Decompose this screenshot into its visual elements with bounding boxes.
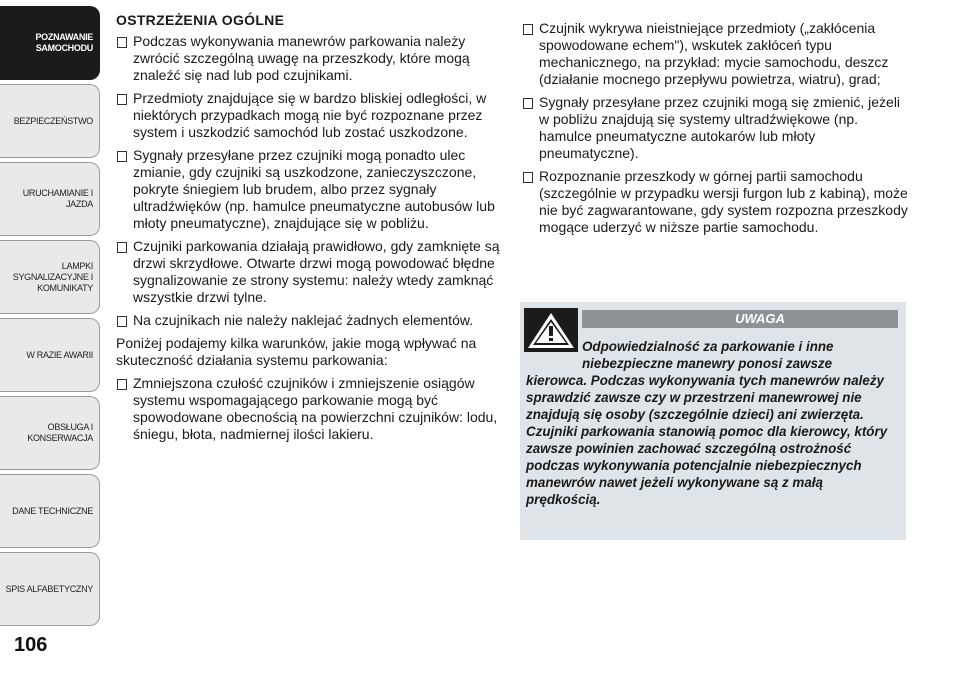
tab-obsluga-i-konserwacja[interactable]: OBSŁUGA I KONSERWACJA	[0, 396, 100, 470]
tab-w-razie-awarii[interactable]: W RAZIE AWARII	[0, 318, 100, 392]
list-item: Podczas wykonywania manewrów parkowania należy zwrócić szczególną uwagę na przeszkody, które mogą znaleźć się nad lub pod czujnikami.	[116, 33, 506, 84]
list-item: Przedmioty znajdujące się w bardzo bliskiej odległości, w niektórych przypadkach mogą nie być rozpoznane przez system i uszkodzić samochód lub zostać uszkodzone.	[116, 90, 506, 141]
list-item: Czujniki parkowania działają prawidłowo, gdy zamknięte są drzwi skrzydłowe. Otwarte drzwi mogą powodować błędne sygnalizowanie ze strony systemu: należy wtedy zamknąć wszystkie drzwi tylne.	[116, 238, 506, 306]
list-item: Czujnik wykrywa nieistniejące przedmioty („zakłócenia spowodowane echem"), wskutek zakłóceń typu mechanicznego, na przykład: mycie samochodu, deszcz (działanie mocnego przepływu powietrza, wiatru), grad;	[522, 20, 912, 88]
right-column	[522, 20, 912, 242]
body-paragraph: Poniżej podajemy kilka warunków, jakie mogą wpływać na skuteczność działania systemu parkowania:	[116, 335, 477, 368]
list-item: Na czujnikach nie należy naklejać żadnych elementów.	[116, 312, 506, 329]
tab-bezpieczenstwo[interactable]: BEZPIECZEŃSTWO	[0, 84, 100, 158]
tab-dane-techniczne[interactable]: DANE TECHNICZNE	[0, 474, 100, 548]
page-number: 106	[14, 634, 48, 656]
list-item: Sygnały przesyłane przez czujniki mogą się zmienić, jeżeli w pobliżu znajdują się systemy ultradźwiękowe (np. hamulce pneumatyczne autokarów lub młoty pneumatyczne).	[522, 94, 912, 162]
chapter-sidebar	[0, 0, 100, 630]
warning-title: UWAGA	[582, 310, 898, 328]
warning-box	[520, 302, 906, 540]
tab-spis-alfabetyczny[interactable]: SPIS ALFABETYCZNY	[0, 552, 100, 626]
warning-text	[520, 338, 906, 508]
tab-lampki-sygnalizacyjne[interactable]: LAMPKI SYGNALIZACYJNE I KOMUNIKATY	[0, 240, 100, 314]
tab-poznawanie-samochodu[interactable]: POZNAWANIE SAMOCHODU	[0, 6, 100, 80]
left-column	[116, 12, 506, 449]
warning-text-first: Odpowiedzialność za parkowanie i inne niebezpieczne manewry ponosi zawsze	[582, 339, 834, 371]
list-item: Zmniejszona czułość czujników i zmniejszenie osiągów systemu wspomagającego parkowanie mogą być spowodowane obecnością na powierzchni czujników: lodu, śniegu, błota, nadmiernej ilości lakieru.	[116, 375, 506, 443]
tab-uruchamianie-i-jazda[interactable]: URUCHAMIANIE I JAZDA	[0, 162, 100, 236]
list-item: Rozpoznanie przeszkody w górnej partii samochodu (szczególnie w przypadku wersji furgon lub z kabiną), może nie być zagwarantowane, gdy system rozpozna przeszkody mogące uderzyć w niższe partie samochodu.	[522, 168, 912, 236]
section-heading: OSTRZEŻENIA OGÓLNE	[116, 12, 285, 28]
warning-text-rest: kierowca. Podczas wykonywania tych manewrów należy sprawdzić zawsze czy w przestrzeni manewrowej nie znajdują się osoby (szczególnie dzieci) ani zwierzęta. Czujniki parkowania stanowią pomoc dla kierowcy, który zawsze powinien zachować szczególną ostrożność podczas wykonywania potencjalnie niebezpiecznych manewrów nawet jeżeli wykonywane są z małą prędkością.	[526, 373, 888, 507]
list-item: Sygnały przesyłane przez czujniki mogą ponadto ulec zmianie, gdy czujniki są uszkodzone, zanieczyszczone, pokryte śniegiem lub brudem, albo przez sygnały ultradźwięków (np. hamulce pneumatyczne autobusów lub młoty pneumatyczne), znajdujące się w pobliżu.	[116, 147, 506, 232]
